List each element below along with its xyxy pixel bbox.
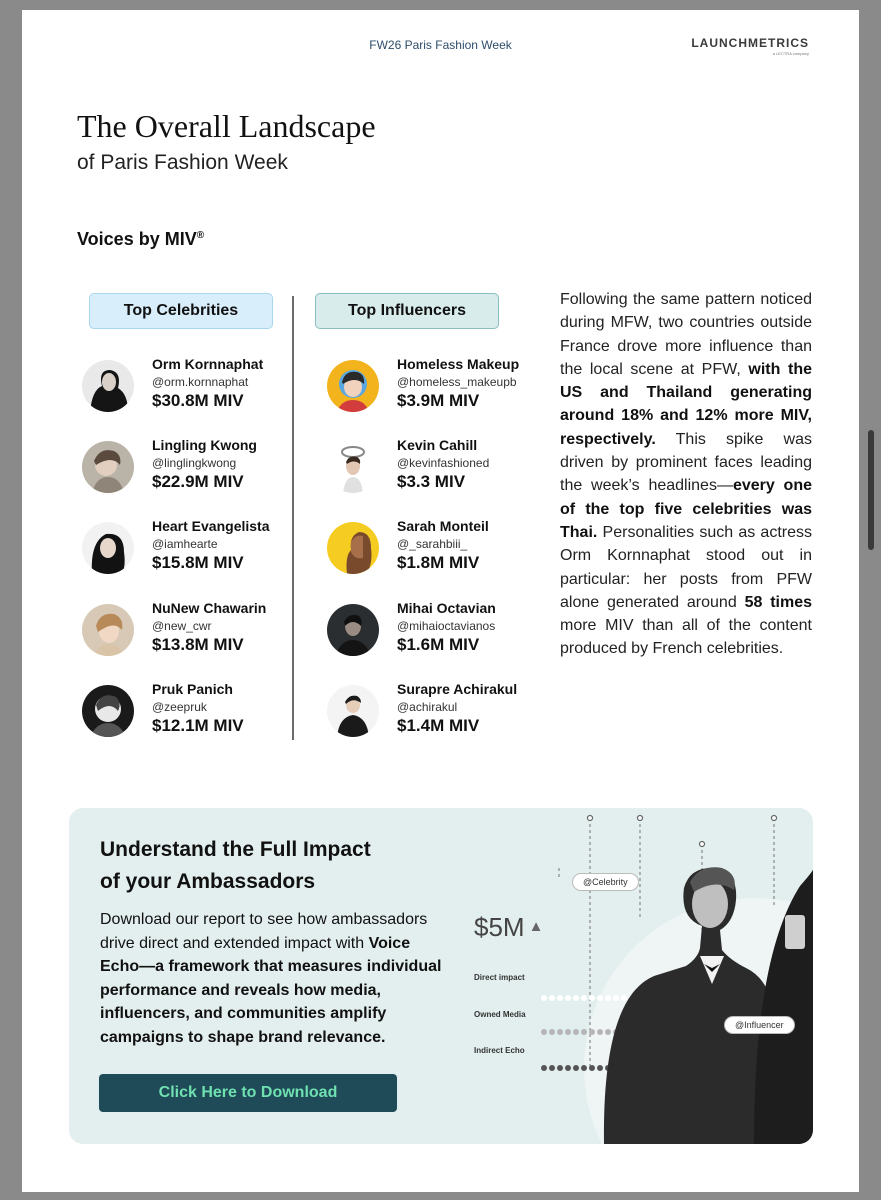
celebrity-miv: $12.1M MIV xyxy=(152,716,244,735)
influencer-miv: $1.8M MIV xyxy=(397,553,480,572)
influencer-tag: @Influencer xyxy=(724,1016,795,1034)
celebrity-handle: @new_cwr xyxy=(152,619,212,633)
owned-media-label: Owned Media xyxy=(474,1010,526,1019)
influencer-name: Sarah Monteil xyxy=(397,518,489,534)
paragraph-text: Following the same pattern noticed during MFW, two countries outside France drove more influence than the local scene at PFW, xyxy=(560,291,812,378)
influencer-handle: @homeless_makeupb xyxy=(397,375,517,389)
influencer-miv: $3.9M MIV xyxy=(397,391,480,410)
influencer-item xyxy=(327,437,547,497)
cta-text-bold: Voice Echo—a framework that measures individual performance and reveals how media, influencers, and communities amplify campaigns to shape brand relevance. xyxy=(100,934,442,1046)
celebrity-item xyxy=(82,681,282,741)
column-divider xyxy=(292,296,294,740)
avatar xyxy=(327,522,379,574)
registered-mark: ® xyxy=(196,230,205,241)
celebrity-handle: @orm.kornnaphat xyxy=(152,375,249,389)
influencer-item xyxy=(327,356,547,416)
celebrity-miv: $15.8M MIV xyxy=(152,553,244,572)
page-header xyxy=(22,38,859,58)
influencer-handle: @mihaioctavianos xyxy=(397,619,496,633)
influencer-miv: $3.3 MIV xyxy=(397,472,466,491)
cta-title-line: Understand the Full Impact xyxy=(100,838,371,861)
influencer-name: Mihai Octavian xyxy=(397,600,496,616)
impact-value xyxy=(474,912,543,943)
avatar xyxy=(82,685,134,737)
cta-title-line: of your Ambassadors xyxy=(100,870,316,893)
celebrity-item xyxy=(82,437,282,497)
influencer-name: Surapre Achirakul xyxy=(397,681,518,697)
avatar xyxy=(327,604,379,656)
influencer-handle: @_sarahbiii_ xyxy=(397,537,468,551)
body-paragraph xyxy=(560,288,812,661)
influencer-item xyxy=(327,518,547,578)
influencer-item xyxy=(327,681,547,741)
paragraph-text: This spike was driven by prominent faces leading the week’s headlines— xyxy=(560,430,812,495)
paragraph-bold: with the US and Thailand generating around 18% and 12% more MIV, respectively. xyxy=(560,360,812,448)
celebrity-name: Lingling Kwong xyxy=(152,437,257,453)
celebrity-miv: $13.8M MIV xyxy=(152,635,244,654)
top-celebrities-heading: Top Celebrities xyxy=(89,293,273,329)
avatar xyxy=(327,360,379,412)
cta-banner xyxy=(69,808,813,1144)
celebrity-miv: $22.9M MIV xyxy=(152,472,244,491)
top-influencers-heading: Top Influencers xyxy=(315,293,499,329)
direct-impact-label: Direct impact xyxy=(474,973,525,982)
paragraph-bold: every one of the top five celebrities was Thai. xyxy=(560,477,812,541)
paragraph-text: more MIV than all of the content produced by French celebrities. xyxy=(560,617,812,658)
celebrity-handle: @linglingkwong xyxy=(152,456,237,470)
section-label: Voices by MIV xyxy=(77,229,197,249)
influencer-handle: @achirakul xyxy=(397,700,458,714)
avatar xyxy=(82,604,134,656)
celebrity-name: Pruk Panich xyxy=(152,681,233,697)
celebrity-name: Orm Kornnaphat xyxy=(152,356,264,372)
brand-subtitle: a LECTRA company xyxy=(772,51,809,56)
influencer-miv: $1.6M MIV xyxy=(397,635,480,654)
page-title: The Overall Landscape xyxy=(77,108,376,144)
influencer-name: Homeless Makeup xyxy=(397,356,520,372)
impact-value-text: $5M xyxy=(474,912,525,942)
scrollbar-thumb[interactable] xyxy=(868,430,874,550)
avatar xyxy=(82,360,134,412)
celebrity-handle: @iamhearte xyxy=(152,537,218,551)
paragraph-text: Personalities such as actress Orm Kornnaphat stood out in particular: her posts from PFW alone generated around xyxy=(560,523,812,611)
celebrity-item xyxy=(82,356,282,416)
avatar xyxy=(327,685,379,737)
celebrity-item xyxy=(82,518,282,578)
celebrity-name: Heart Evangelista xyxy=(152,518,270,534)
cta-description xyxy=(100,908,445,1049)
avatar xyxy=(82,522,134,574)
paragraph-bold: 58 times xyxy=(744,593,812,611)
brand-logo xyxy=(691,36,809,56)
cta-title xyxy=(100,834,371,898)
celebrity-miv: $30.8M MIV xyxy=(152,391,244,410)
influencer-miv: $1.4M MIV xyxy=(397,716,480,735)
indirect-echo-label: Indirect Echo xyxy=(474,1046,525,1055)
avatar xyxy=(82,441,134,493)
page-subtitle: of Paris Fashion Week xyxy=(77,151,288,174)
event-title: FW26 Paris Fashion Week xyxy=(369,38,512,52)
influencer-name: Kevin Cahill xyxy=(397,437,478,453)
celebrity-handle: @zeepruk xyxy=(152,700,207,714)
voice-echo-illustration xyxy=(454,808,813,1144)
influencer-handle: @kevinfashioned xyxy=(397,456,490,470)
celebrity-item xyxy=(82,600,282,660)
avatar xyxy=(327,441,379,493)
section-title xyxy=(77,229,204,250)
celebrity-tag: @Celebrity xyxy=(572,873,639,891)
brand-name: LAUNCHMETRICS xyxy=(691,36,809,50)
influencer-item xyxy=(327,600,547,660)
celebrity-name: NuNew Chawarin xyxy=(152,600,267,616)
cta-text: Download our report to see how ambassadors drive direct and extended impact with xyxy=(100,911,428,952)
download-button[interactable]: Click Here to Download xyxy=(99,1074,397,1112)
triangle-up-icon: ▲ xyxy=(528,918,544,935)
document-page xyxy=(22,10,859,1192)
